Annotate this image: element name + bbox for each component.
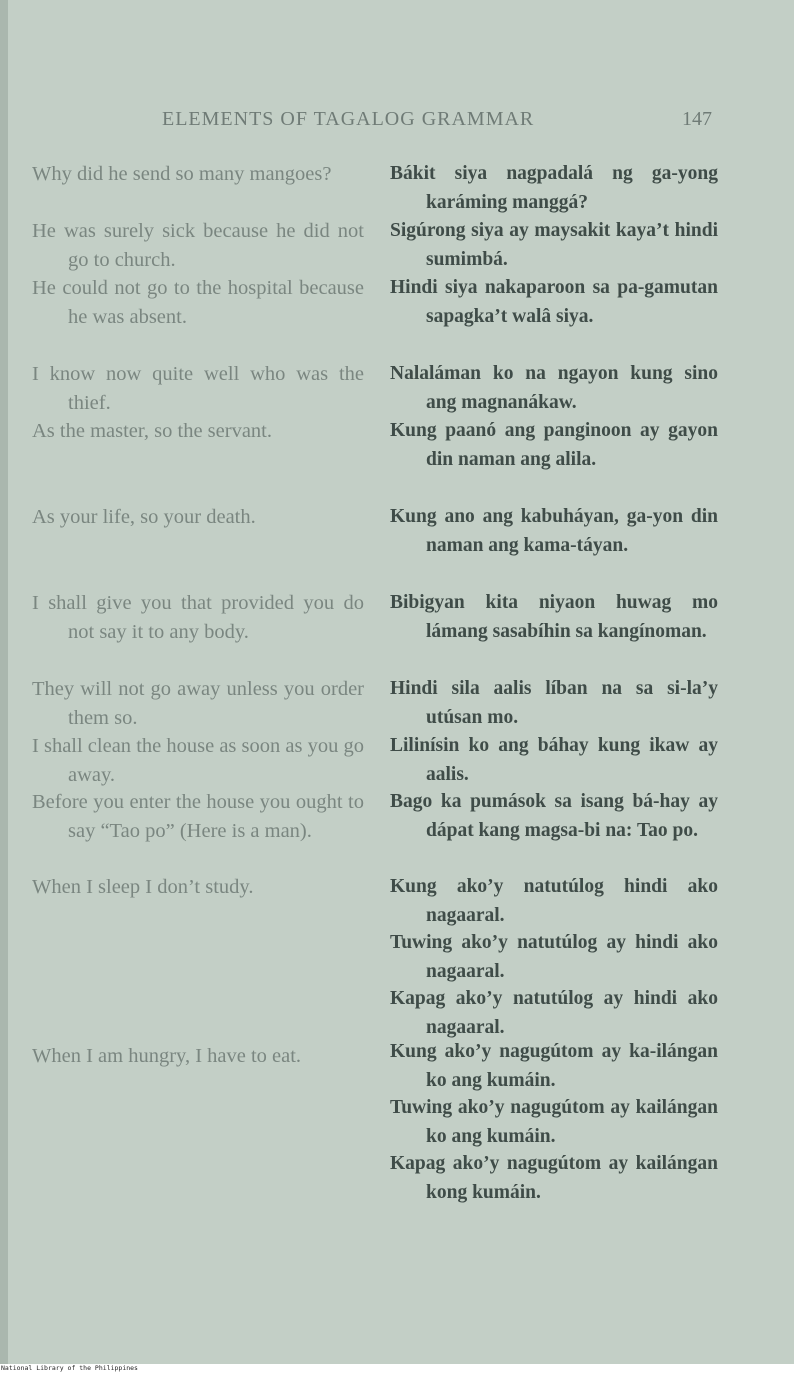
english-sentence: They will not go away unless you order them so. [32,678,364,729]
tagalog-sentence: Kung paanó ang panginoon ay gayon din naman ang alila. [390,420,718,470]
english-sentence: I shall give you that provided you do not say it to any body. [32,592,364,643]
tagalog-sentence: Kung ako’y nagugútom ay ka-ilángan ko ang kumáin. [390,1041,718,1091]
page-header [0,108,794,140]
english-sentence: As your life, so your death. [32,506,256,528]
tagalog-sentence: Bibigyan kita niyaon huwag mo lámang sasabíhin sa kangínoman. [390,592,718,642]
tagalog-sentence: Kapag ako’y nagugútom ay kailángan kong kumáin. [390,1153,718,1203]
english-sentence: He was surely sick because he did not go to church. [32,220,364,271]
english-sentence: I shall clean the house as soon as you go away. [32,735,364,786]
english-sentence: As the master, so the servant. [32,420,272,442]
tagalog-sentence: Bago ka pumások sa isang bá-hay ay dápat kang magsa-bi na: Tao po. [390,791,718,841]
english-sentence: Why did he send so many mangoes? [32,163,332,185]
tagalog-sentence: Kapag ako’y natutúlog ay hindi ako nagaaral. [390,988,718,1038]
tagalog-sentence: Kung ano ang kabuháyan, ga-yon din naman ang kama-táyan. [390,506,718,556]
tagalog-sentence: Sigúrong siya ay maysakit kaya’t hindi sumimbá. [390,220,718,270]
english-sentence: I know now quite well who was the thief. [32,363,364,414]
running-title: ELEMENTS OF TAGALOG GRAMMAR [162,108,535,130]
tagalog-sentence: Hindi siya nakaparoon sa pa-gamutan sapagka’t walâ siya. [390,277,718,327]
english-sentence: When I am hungry, I have to eat. [32,1045,302,1067]
english-sentence: Before you enter the house you ought to say “Tao po” (Here is a man). [32,791,364,842]
tagalog-sentence: Kung ako’y natutúlog hindi ako nagaaral. [390,876,718,926]
tagalog-sentence: Tuwing ako’y natutúlog ay hindi ako nagaaral. [390,932,718,982]
tagalog-sentence: Bákit siya nagpadalá ng ga-yong karáming manggá? [390,163,718,213]
tagalog-sentence: Hindi sila aalis líban na sa si-la’y utúsan mo. [390,678,718,728]
english-sentence: When I sleep I don’t study. [32,876,254,898]
tagalog-sentence: Lilinísin ko ang báhay kung ikaw ay aalis. [390,735,718,785]
tagalog-sentence: Nalaláman ko na ngayon kung sino ang magnanákaw. [390,363,718,413]
library-credit: National Library of the Philippines [1,1364,138,1372]
tagalog-sentence: Tuwing ako’y nagugútom ay kailángan ko ang kumáin. [390,1097,718,1147]
english-sentence: He could not go to the hospital because he was absent. [32,277,364,328]
page-number: 147 [682,108,712,130]
